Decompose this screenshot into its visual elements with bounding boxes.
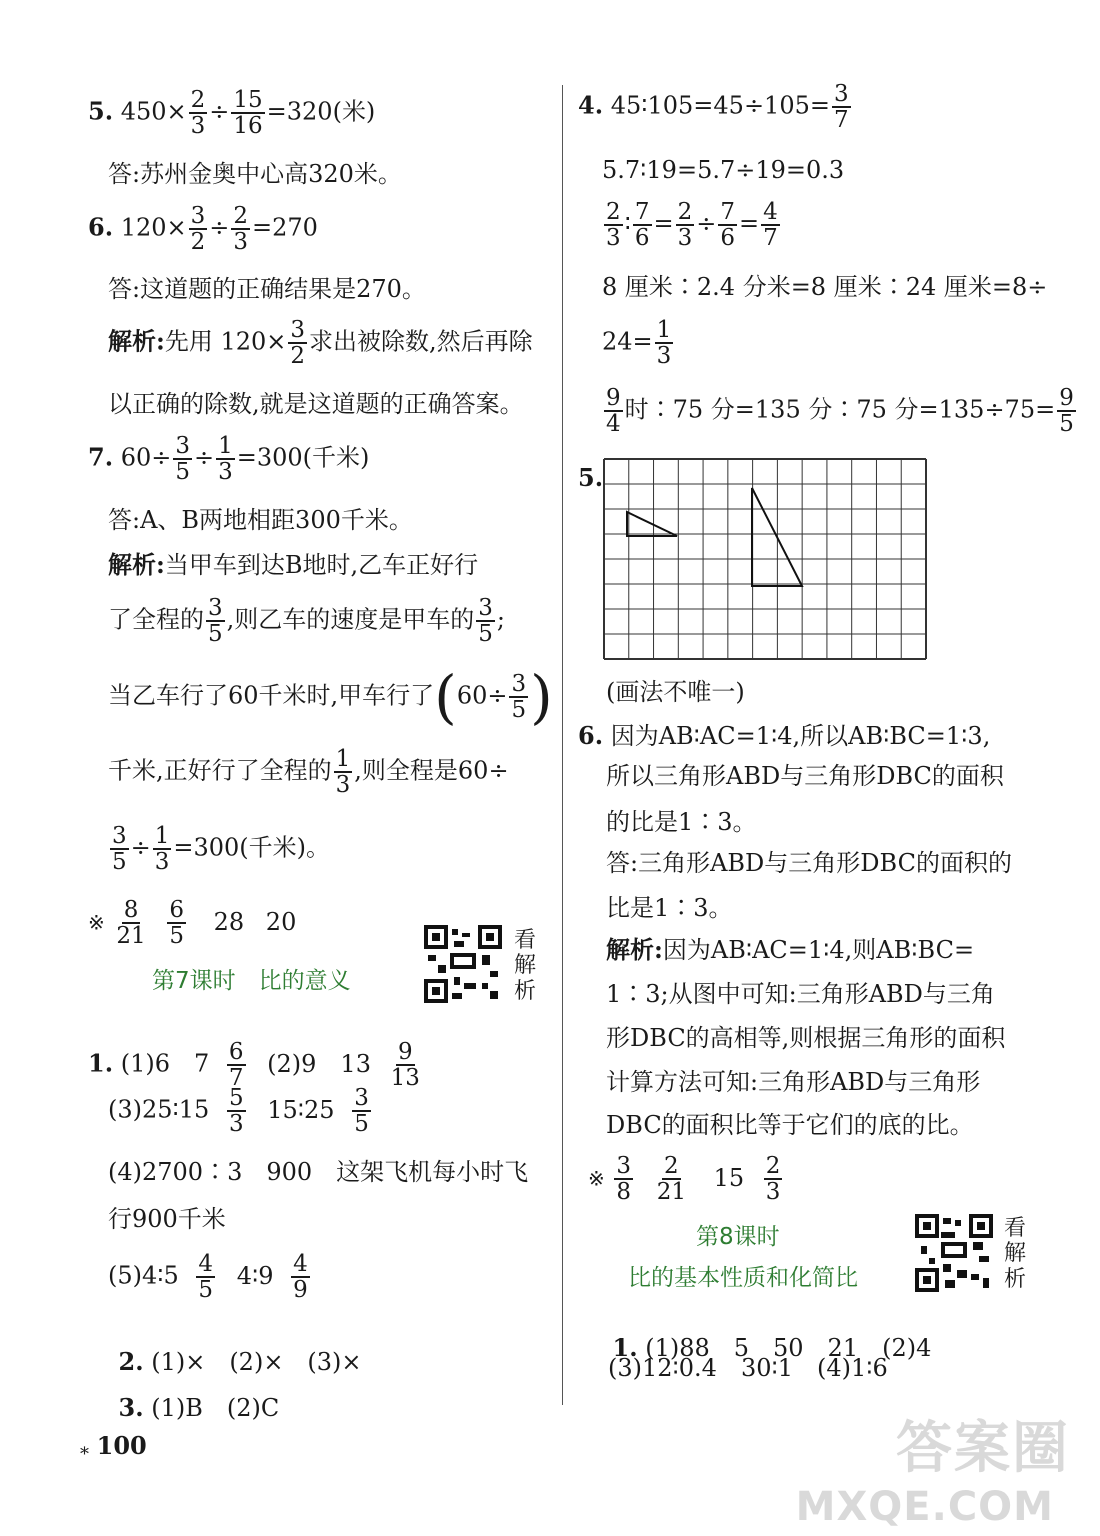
fraction: $\frac{2}{3}$: [233, 203, 249, 256]
fraction: $\frac{3}{5}$: [175, 433, 190, 486]
q7-answer: 答:A、B两地相距300千米。: [108, 506, 413, 534]
fraction: $\frac{3}{7}$: [833, 81, 849, 134]
qr-code-icon[interactable]: [424, 925, 502, 1003]
q4-line6: $\frac{9}{4}$ 时∶75 分=135 分∶75 分=135÷75= $\frac{9}{5}$: [606, 385, 1074, 438]
lesson7-side-label[interactable]: 看解析: [513, 928, 536, 1004]
q5-answer: 答:苏州金奥中心高320米。: [108, 160, 402, 188]
watermark-url: MXQE.COM: [795, 1484, 1054, 1530]
fraction: $\frac{3}{2}$: [190, 203, 206, 256]
column-divider: [562, 85, 563, 1405]
l7-q1-line4: (4)2700∶3 900 这架飞机每小时飞: [108, 1158, 529, 1186]
fraction: $\frac{4}{5}$: [198, 1251, 214, 1304]
fraction: $\frac{3}{5}$: [511, 670, 527, 723]
q7-analysis-line1: 解析:当甲车到达B地时,乙车正好行: [108, 550, 479, 579]
fraction: $\frac{3}{2}$: [290, 317, 306, 370]
q6-analysis-line1: 解析:先用 120× $\frac{3}{2}$ 求出被除数,然后再除: [108, 317, 533, 370]
page-number: ⁎ 100: [80, 1431, 147, 1460]
fraction: $\frac{3}{5}$: [354, 1085, 369, 1138]
l7-q1-line1: 1. (1)6 7 $\frac{6}{7}$ (2)9 13 $\frac{9}{13}$: [88, 1039, 420, 1092]
fraction: $\frac{3}{8}$: [616, 1153, 632, 1206]
l8-q1-line1: 1. (1)88 5 50 21 (2)4: [612, 1333, 932, 1362]
q6-analysis-line2: 1∶3;从图中可知:三角形ABD与三角: [606, 980, 995, 1008]
q7-equation: 7. 60÷ $\frac{3}{5}$ ÷ $\frac{1}{3}$ =300(千米): [88, 433, 370, 486]
q7-analysis-line2: 了全程的 $\frac{3}{5}$ ,则乙车的速度是甲车的 $\frac{3}{5}$ ;: [108, 595, 506, 648]
q5-note: (画法不唯一): [606, 678, 745, 706]
q6-answer: 答:这道题的正确结果是270。: [108, 275, 426, 303]
fraction: $\frac{1}{3}$: [154, 823, 170, 876]
fraction: $\frac{9}{5}$: [1059, 385, 1074, 438]
asterisk-mark: ※: [588, 1166, 605, 1191]
q6-analysis-line2: 以正确的除数,就是这道题的正确答案。: [108, 390, 524, 418]
q6-line1: 6. 因为AB∶AC=1∶4,所以AB∶BC=1∶3,: [578, 721, 991, 750]
q6-analysis-line4: 计算方法可知:三角形ABD与三角形: [606, 1068, 981, 1096]
fraction: $\frac{2}{3}$: [606, 199, 621, 252]
q6-analysis-line5: DBC的面积比等于它们的底的比。: [606, 1111, 974, 1139]
fraction: $\frac{9}{13}$: [390, 1039, 420, 1092]
fraction: $\frac{2}{3}$: [190, 87, 206, 140]
q7-analysis-line4: 千米,正好行了全程的 $\frac{1}{3}$ ,则全程是60÷: [108, 746, 509, 799]
q4-line2: 5.7∶19=5.7÷19=0.3: [602, 156, 845, 184]
l7-q1-line3: (3)25∶15 $\frac{5}{3}$ 15∶25 $\frac{3}{5}$: [108, 1085, 369, 1138]
l7-q2: 2. (1)× (2)× (3)×: [118, 1347, 362, 1376]
extra-answers: ※ $\frac{8}{21}$ $\frac{6}{5}$ 28 20: [88, 897, 297, 950]
grid-drawing: [603, 458, 927, 660]
qr-code-icon[interactable]: [915, 1214, 993, 1292]
fraction: $\frac{3}{5}$: [478, 595, 493, 648]
fraction: $\frac{4}{9}$: [293, 1251, 308, 1304]
small-triangle: [627, 512, 677, 536]
lesson8-side-label[interactable]: 看解析: [1003, 1216, 1026, 1292]
q7-analysis-line3: 当乙车行了60千米时,甲车行了(60÷ $\frac{3}{5}$ ): [108, 663, 553, 731]
q4-line1: 4. 45∶105=45÷105= $\frac{3}{7}$: [578, 81, 849, 134]
fraction: $\frac{1}{3}$: [656, 317, 672, 370]
q5-number: 5.: [578, 463, 604, 492]
lesson7-title: 第7课时 比的意义: [152, 968, 351, 994]
q5-number: 5.: [88, 96, 114, 126]
q6-analysis-line3: 形DBC的高相等,则根据三角形的面积: [606, 1024, 1006, 1052]
q6-answer-line1: 答:三角形ABD与三角形DBC的面积的: [606, 849, 1012, 877]
q5-equation: 5. 450× $\frac{2}{3}$ ÷ $\frac{15}{16}$ =320(米): [88, 87, 376, 140]
q7-number: 7.: [88, 442, 114, 472]
grid-lines: [604, 459, 926, 659]
q6-answer-line2: 比是1∶3。: [606, 894, 733, 922]
l7-q1-line4b: 行900千米: [108, 1205, 226, 1233]
fraction: $\frac{8}{21}$: [116, 897, 146, 950]
fraction: $\frac{7}{6}$: [634, 199, 650, 252]
fraction: $\frac{7}{6}$: [720, 199, 736, 252]
fraction: $\frac{2}{21}$: [656, 1153, 686, 1206]
fraction: $\frac{6}{7}$: [228, 1039, 244, 1092]
q6-analysis-line1: 解析:因为AB∶AC=1∶4,则AB∶BC=: [606, 935, 975, 964]
q6-line2: 所以三角形ABD与三角形DBC的面积: [606, 762, 1004, 790]
fraction: $\frac{6}{5}$: [169, 897, 184, 950]
l8-q1-line2: (3)12∶0.4 30∶1 (4)1∶6: [608, 1354, 888, 1382]
fraction: $\frac{9}{4}$: [606, 385, 621, 438]
fraction: $\frac{4}{7}$: [763, 199, 778, 252]
fraction: $\frac{1}{3}$: [335, 746, 351, 799]
l7-q3: 3. (1)B (2)C: [118, 1393, 280, 1422]
fraction: $\frac{3}{5}$: [208, 595, 223, 648]
q6-line3: 的比是1∶3。: [606, 808, 757, 836]
watermark-logo: 答案圈: [896, 1416, 1070, 1481]
q4-line5: 24= $\frac{1}{3}$: [602, 317, 672, 370]
extra-answers: ※ $\frac{3}{8}$ $\frac{2}{21}$ 15 $\frac{2}{3}$: [588, 1153, 781, 1206]
q6-number: 6.: [88, 212, 114, 242]
fraction: $\frac{5}{3}$: [228, 1085, 244, 1138]
fraction: $\frac{15}{16}$: [233, 87, 263, 140]
fraction: $\frac{2}{3}$: [765, 1153, 781, 1206]
fraction: $\frac{1}{3}$: [218, 433, 233, 486]
asterisk-mark: ※: [88, 910, 105, 935]
lesson8-title: 第8课时: [696, 1224, 780, 1250]
fraction: $\frac{3}{5}$: [112, 823, 127, 876]
lesson8-subtitle: 比的基本性质和化简比: [628, 1265, 858, 1291]
q4-line4: 8 厘米∶2.4 分米=8 厘米∶24 厘米=8÷: [602, 273, 1048, 301]
q4-line3: $\frac{2}{3}$ ∶ $\frac{7}{6}$ = $\frac{2}{3}$ ÷ $\frac{7}{6}$ = $\frac{4}{7}$: [606, 199, 778, 252]
l7-q1-line5: (5)4∶5 $\frac{4}{5}$ 4∶9 $\frac{4}{9}$: [108, 1251, 308, 1304]
q6-equation: 6. 120× $\frac{3}{2}$ ÷ $\frac{2}{3}$ =270: [88, 203, 318, 256]
q7-analysis-line5: $\frac{3}{5}$ ÷ $\frac{1}{3}$ =300(千米)。: [112, 823, 331, 876]
fraction: $\frac{2}{3}$: [677, 199, 693, 252]
